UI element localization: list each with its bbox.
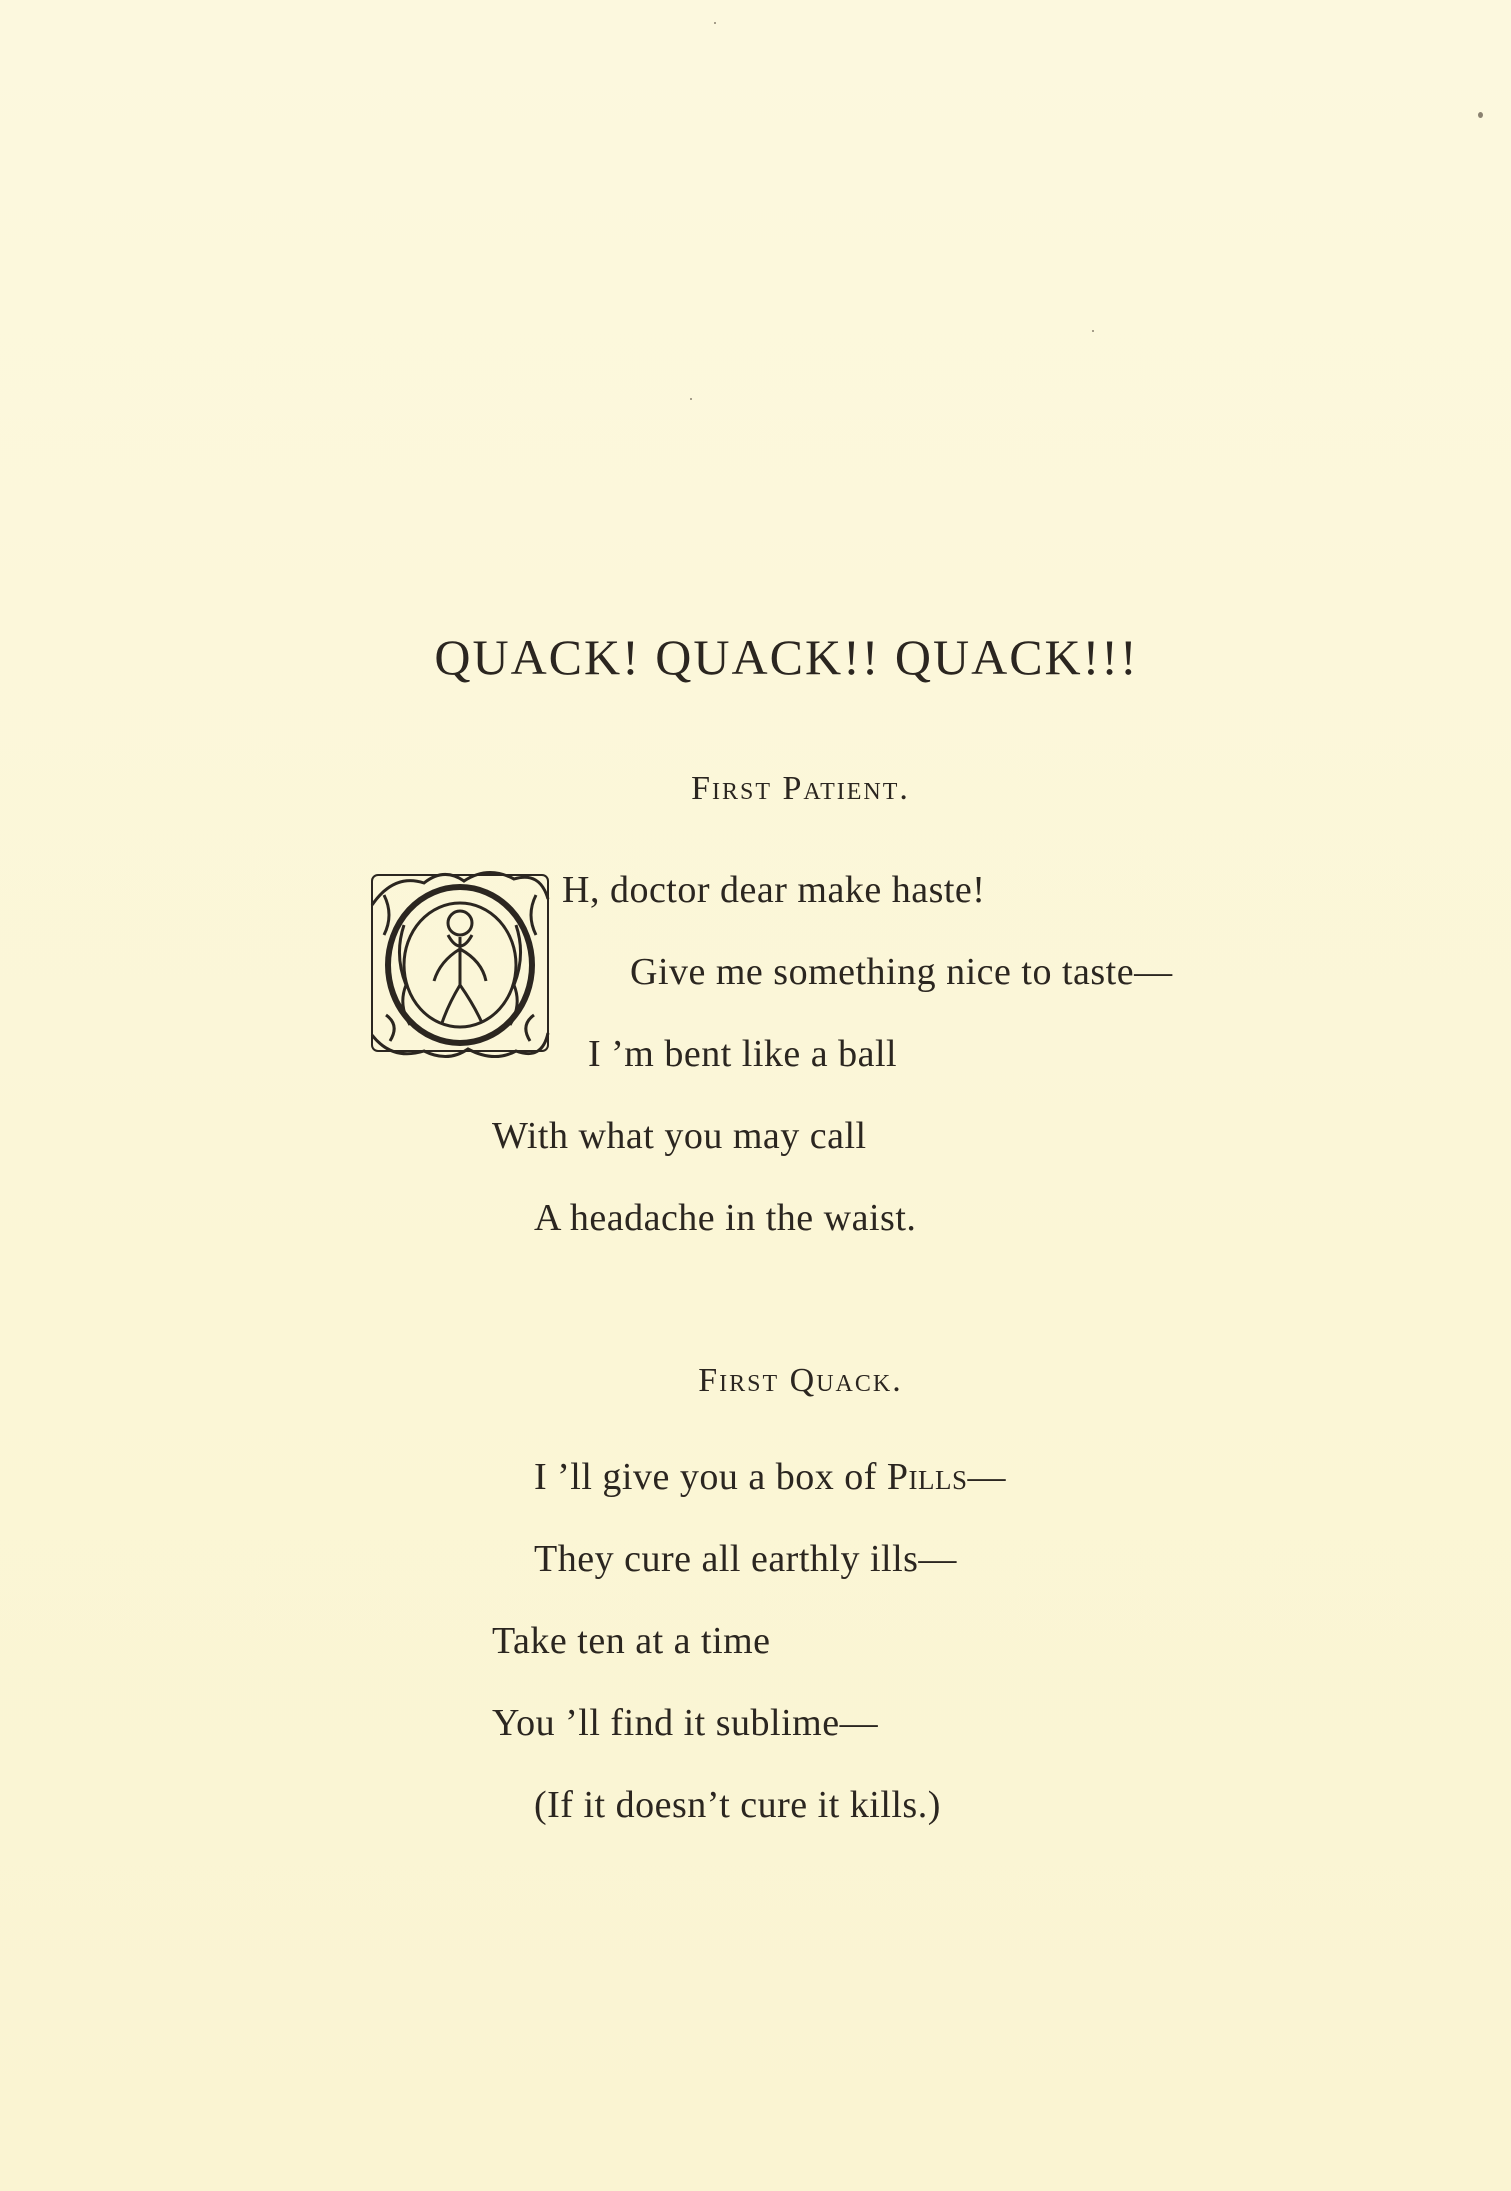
poem-title: QUACK! QUACK!! QUACK!!! [434, 629, 1139, 685]
paper-speck [690, 398, 692, 400]
ornamental-drop-cap-o [364, 865, 556, 1065]
paper-speck [714, 22, 716, 24]
verse-line-2: Give me something nice to taste— [630, 951, 1173, 993]
quack-line-2: They cure all earthly ills— [534, 1538, 957, 1580]
verse-line-1: H, doctor dear make haste! [562, 869, 986, 911]
paper-speck [1478, 112, 1483, 118]
quack-line-3: Take ten at a time [492, 1620, 771, 1662]
paper-speck [1092, 330, 1094, 332]
quack-line-4: You ’ll find it sublime— [492, 1702, 879, 1744]
verse-line-5: A headache in the waist. [534, 1197, 917, 1239]
quack-line-5: (If it doesn’t cure it kills.) [534, 1784, 941, 1826]
quack-line-1 [534, 1455, 1006, 1499]
first-quack-heading: First Quack. [698, 1362, 903, 1399]
verse-line-4: With what you may call [492, 1115, 867, 1157]
pills-word: Pills [886, 1456, 968, 1498]
quack-line-1-start: I ’ll give you a box of [534, 1456, 887, 1498]
first-patient-heading: First Patient. [691, 770, 910, 807]
quack-line-1-end: — [967, 1456, 1007, 1498]
verse-line-3: I ’m bent like a ball [588, 1033, 898, 1075]
